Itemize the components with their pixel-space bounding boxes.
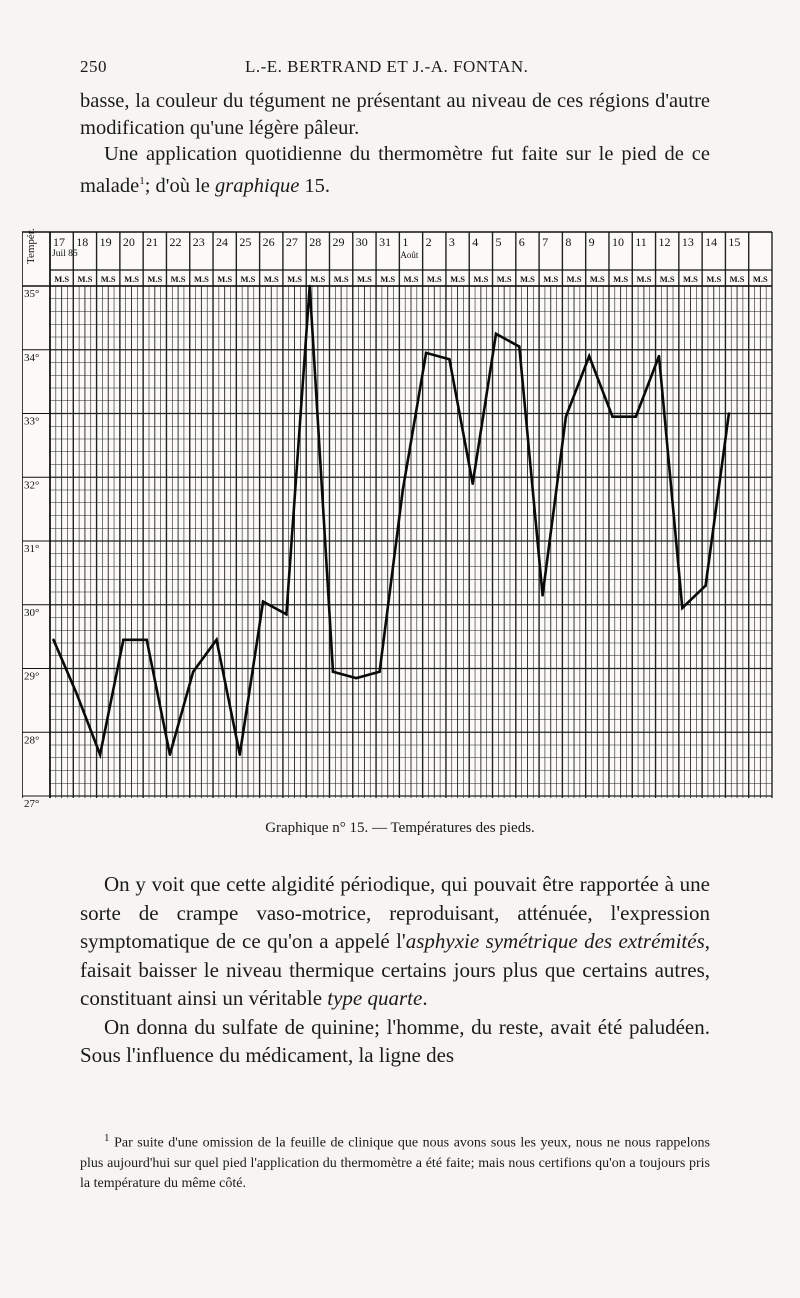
- paragraph-2-italic-2: type quarte: [327, 986, 423, 1010]
- data-point: [308, 285, 311, 288]
- data-point: [122, 639, 125, 642]
- slot-label: M.S: [217, 274, 233, 284]
- footnote-text: Par suite d'une omission de la feuille de clinique que nous avons sous les yeux, nous ne nous rappelons plus aujourd'hui sur quel pied l'application du thermomètre a été faite; mais nous certifions qu'on a toujours pris la température du même côté.: [80, 1135, 710, 1191]
- day-label: 3: [448, 235, 455, 249]
- data-point: [145, 639, 148, 642]
- day-label: 2: [425, 235, 432, 249]
- data-point: [355, 677, 358, 680]
- data-point: [588, 355, 591, 358]
- slot-label: M.S: [613, 274, 629, 284]
- data-point: [99, 753, 102, 756]
- day-label: 8: [565, 235, 572, 249]
- slot-label: M.S: [589, 274, 605, 284]
- slot-label: M.S: [193, 274, 209, 284]
- slot-label: M.S: [659, 274, 675, 284]
- data-point: [658, 355, 661, 358]
- paragraph-2-text-3: .: [422, 986, 428, 1010]
- slot-label: M.S: [54, 274, 70, 284]
- slot-label: M.S: [520, 274, 535, 284]
- y-tick-label: 33°: [24, 415, 40, 428]
- y-tick-label: 35°: [24, 288, 40, 300]
- paragraph-1-italic: graphique: [215, 174, 300, 197]
- day-label: 19: [99, 235, 112, 249]
- slot-label: M.S: [356, 274, 372, 284]
- slot-label: M.S: [683, 274, 698, 284]
- slot-label: M.S: [124, 274, 139, 284]
- day-label: 10: [611, 235, 624, 249]
- day-label: 31: [379, 235, 392, 249]
- data-point: [611, 415, 614, 418]
- day-label: 27: [285, 235, 298, 249]
- slot-label: M.S: [170, 274, 186, 284]
- paragraph-1-text-a: basse, la couleur du tégument ne présentant au niveau de ces régions d'autre modification qu'une légère pâleur.: [80, 90, 710, 139]
- paragraph-1-text-b2: ; d'où le: [144, 174, 216, 197]
- day-label: 28: [309, 235, 322, 249]
- temperature-chart: [22, 228, 774, 808]
- data-point: [448, 358, 451, 361]
- slot-label: M.S: [496, 274, 512, 284]
- slot-label: M.S: [310, 274, 326, 284]
- paragraph-2-italic-1: asphyxie symétrique des extrémités: [405, 929, 705, 953]
- paragraph-1: [80, 88, 710, 199]
- slot-label: M.S: [450, 274, 466, 284]
- day-label: 9: [588, 235, 595, 249]
- slot-label: M.S: [380, 274, 396, 284]
- month-label: Juil 85: [52, 249, 78, 259]
- data-point: [52, 639, 55, 642]
- data-point: [402, 489, 405, 492]
- day-label: 25: [239, 235, 252, 249]
- day-label: 14: [705, 235, 718, 249]
- footnote-marker: 1: [104, 1132, 110, 1144]
- day-label: 23: [192, 235, 205, 249]
- day-label: 12: [658, 235, 671, 249]
- data-point: [332, 670, 335, 673]
- slot-label: M.S: [100, 274, 116, 284]
- day-label: 21: [146, 235, 159, 249]
- slot-label: M.S: [566, 274, 582, 284]
- y-tick-label: 31°: [24, 543, 40, 555]
- y-tick-label: 30°: [24, 606, 40, 619]
- slot-label: M.S: [706, 274, 722, 284]
- data-point: [378, 670, 381, 673]
- day-label: 5: [495, 235, 502, 249]
- data-point: [704, 584, 707, 587]
- data-point: [634, 415, 637, 418]
- chart-svg: [22, 228, 774, 808]
- data-point: [728, 412, 731, 415]
- data-point: [565, 415, 568, 418]
- day-label: 20: [122, 235, 135, 249]
- data-point: [262, 600, 265, 603]
- paragraph-2-text-2: , faisait baisser le niveau thermique certains jours plus que certains autres, constituant ainsi un véritable: [80, 929, 710, 1010]
- day-label: 7: [542, 235, 549, 249]
- data-point: [495, 333, 498, 336]
- footnote-ref: 1: [139, 174, 145, 187]
- slot-label: M.S: [240, 274, 256, 284]
- y-tick-label: 29°: [24, 670, 40, 683]
- chart-caption: Graphique n° 15. — Températures des pieds.: [265, 820, 535, 836]
- y-tick-label: 28°: [24, 734, 40, 747]
- data-point: [285, 613, 288, 616]
- data-point: [541, 594, 544, 597]
- slot-label: M.S: [473, 274, 489, 284]
- paragraph-2-text-4: On donna du sulfate de quinine; l'homme, du reste, avait été paludéen. Sous l'influence du médicament, la ligne des: [80, 1014, 710, 1067]
- slot-label: M.S: [263, 274, 279, 284]
- paragraph-2: [80, 870, 710, 1070]
- day-label: 13: [681, 235, 694, 249]
- day-label: 18: [76, 235, 89, 249]
- day-label: 6: [518, 235, 525, 249]
- day-label: 26: [262, 235, 275, 249]
- slot-label: M.S: [77, 274, 93, 284]
- month-label: Août: [400, 250, 419, 260]
- data-point: [471, 482, 474, 485]
- data-point: [192, 670, 195, 673]
- data-point: [425, 352, 428, 355]
- data-point: [215, 639, 218, 642]
- data-point: [169, 753, 172, 756]
- day-label: 1: [402, 235, 409, 249]
- y-tick-label: 27°: [24, 798, 40, 808]
- day-label: 4: [472, 235, 479, 249]
- slot-label: M.S: [403, 274, 419, 284]
- paragraph-1-text-b3: 15.: [299, 174, 331, 197]
- data-point: [239, 753, 242, 756]
- slot-label: M.S: [426, 274, 442, 284]
- running-title: L.-E. BERTRAND ET J.-A. FONTAN.: [245, 57, 529, 76]
- data-point: [75, 693, 78, 696]
- slot-label: M.S: [729, 274, 745, 284]
- slot-label: M.S: [543, 274, 559, 284]
- slot-label: M.S: [636, 274, 652, 284]
- day-label: 24: [216, 235, 229, 249]
- slot-label: M.S: [147, 274, 163, 284]
- paragraph-2-text-1: On y voit que cette algidité périodique, qui pouvait être rapportée à une sorte de crampe vaso-motrice, reproduisant, atténuée, l'expression symptomatique de ce qu'on a appelé l': [80, 872, 710, 953]
- day-label: 15: [728, 235, 741, 249]
- y-tick-label: 32°: [24, 479, 40, 492]
- slot-label: M.S: [287, 274, 302, 284]
- day-label: 17: [53, 235, 65, 249]
- paragraph-1-text-b1: Une application quotidienne du thermomètre fut faite sur le pied de ce malade: [80, 143, 710, 197]
- day-label: 22: [169, 235, 182, 249]
- day-label: 30: [355, 235, 368, 249]
- y-tick-label: 34°: [24, 351, 40, 364]
- temperature-header-label: Tempér.: [25, 228, 37, 264]
- day-label: 11: [635, 235, 647, 249]
- slot-label: M.S: [752, 274, 768, 284]
- data-point: [681, 607, 684, 610]
- slot-label: M.S: [333, 274, 349, 284]
- footnote: [80, 1128, 710, 1194]
- data-point: [518, 345, 521, 348]
- day-label: 29: [332, 235, 345, 249]
- page-number: 250: [80, 57, 107, 76]
